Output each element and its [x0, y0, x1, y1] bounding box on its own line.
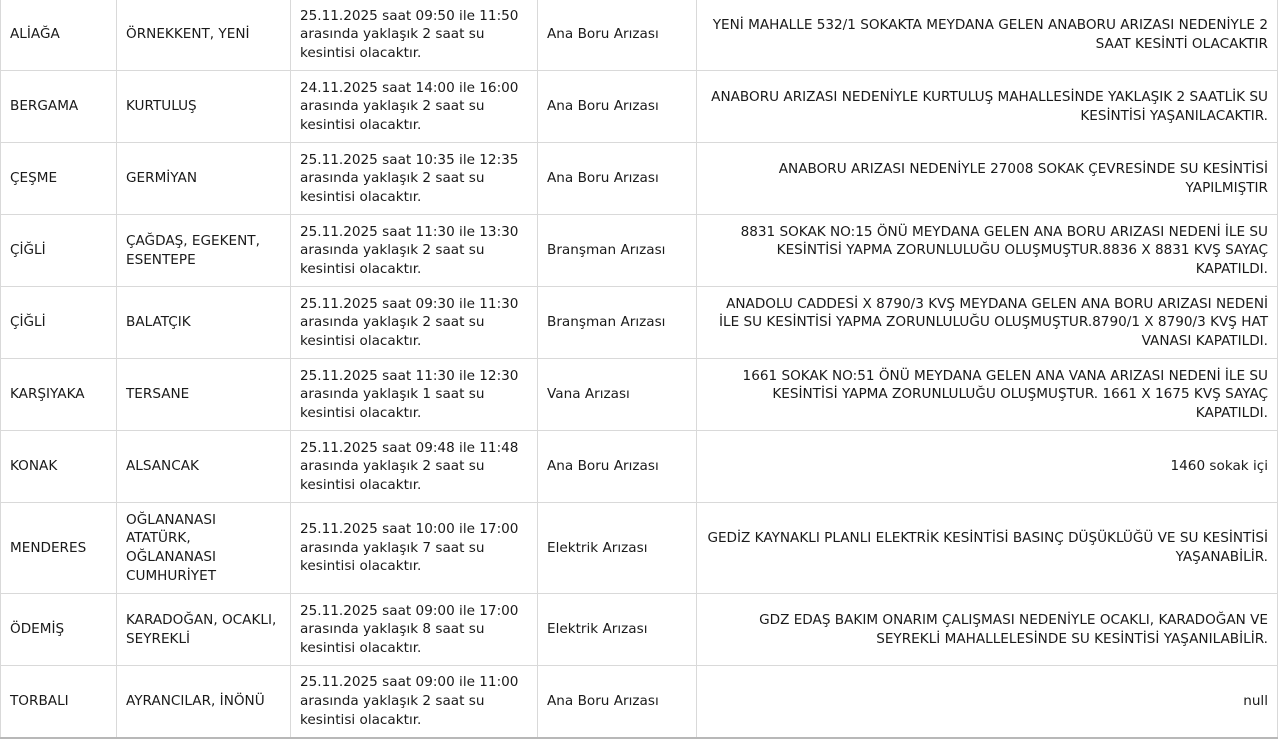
type-cell: Vana Arızası: [538, 359, 697, 431]
neighborhood-cell: TERSANE: [117, 359, 291, 431]
table-row: [1, 287, 1278, 359]
neighborhood-cell: ÖRNEKKENT, YENİ: [117, 0, 291, 71]
district-cell: TORBALI: [1, 666, 117, 738]
type-cell: Elektrik Arızası: [538, 594, 697, 666]
time-cell: 25.11.2025 saat 11:30 ile 12:30 arasında yaklaşık 1 saat su kesintisi olacaktır.: [291, 359, 538, 431]
description-cell: GEDİZ KAYNAKLI PLANLI ELEKTRİK KESİNTİSİ BASINÇ DÜŞÜKLÜĞÜ VE SU KESİNTİSİ YAŞANABİLİR.: [697, 503, 1278, 594]
district-cell: ÇİĞLİ: [1, 287, 117, 359]
table-row: [1, 0, 1278, 71]
type-cell: Branşman Arızası: [538, 215, 697, 287]
type-cell: Ana Boru Arızası: [538, 143, 697, 215]
table-row: [1, 215, 1278, 287]
district-cell: MENDERES: [1, 503, 117, 594]
description-cell: YENİ MAHALLE 532/1 SOKAKTA MEYDANA GELEN ANABORU ARIZASI NEDENİYLE 2 SAAT KESİNTİ OLACAKTIR: [697, 0, 1278, 71]
neighborhood-cell: BALATÇIK: [117, 287, 291, 359]
description-cell: null: [697, 666, 1278, 738]
table-row: [1, 666, 1278, 738]
district-cell: ÖDEMİŞ: [1, 594, 117, 666]
district-cell: ALİAĞA: [1, 0, 117, 71]
district-cell: KARŞIYAKA: [1, 359, 117, 431]
type-cell: Ana Boru Arızası: [538, 431, 697, 503]
time-cell: 24.11.2025 saat 14:00 ile 16:00 arasında yaklaşık 2 saat su kesintisi olacaktır.: [291, 71, 538, 143]
table-row: [1, 594, 1278, 666]
time-cell: 25.11.2025 saat 10:00 ile 17:00 arasında yaklaşık 7 saat su kesintisi olacaktır.: [291, 503, 538, 594]
type-cell: Elektrik Arızası: [538, 503, 697, 594]
time-cell: 25.11.2025 saat 09:00 ile 17:00 arasında yaklaşık 8 saat su kesintisi olacaktır.: [291, 594, 538, 666]
description-cell: 8831 SOKAK NO:15 ÖNÜ MEYDANA GELEN ANA BORU ARIZASI NEDENİ İLE SU KESİNTİSİ YAPMA ZORUNLULUĞU OLUŞMUŞTUR.8836 X 8831 KVŞ SAYAÇ KAPATILDI.: [697, 215, 1278, 287]
description-cell: 1661 SOKAK NO:51 ÖNÜ MEYDANA GELEN ANA VANA ARIZASI NEDENİ İLE SU KESİNTİSİ YAPMA ZORUNLULUĞU OLUŞMUŞTUR. 1661 X 1675 KVŞ SAYAÇ KAPATILDI.: [697, 359, 1278, 431]
table-row: [1, 503, 1278, 594]
neighborhood-cell: AYRANCILAR, İNÖNÜ: [117, 666, 291, 738]
neighborhood-cell: KURTULUŞ: [117, 71, 291, 143]
neighborhood-cell: KARADOĞAN, OCAKLI, SEYREKLİ: [117, 594, 291, 666]
type-cell: Branşman Arızası: [538, 287, 697, 359]
neighborhood-cell: ALSANCAK: [117, 431, 291, 503]
district-cell: ÇEŞME: [1, 143, 117, 215]
table-row: [1, 143, 1278, 215]
type-cell: Ana Boru Arızası: [538, 71, 697, 143]
table-row: [1, 431, 1278, 503]
table-row: [1, 359, 1278, 431]
type-cell: Ana Boru Arızası: [538, 0, 697, 71]
neighborhood-cell: GERMİYAN: [117, 143, 291, 215]
neighborhood-cell: OĞLANANASI ATATÜRK, OĞLANANASI CUMHURİYET: [117, 503, 291, 594]
description-cell: ANABORU ARIZASI NEDENİYLE 27008 SOKAK ÇEVRESİNDE SU KESİNTİSİ YAPILMIŞTIR: [697, 143, 1278, 215]
description-cell: GDZ EDAŞ BAKIM ONARIM ÇALIŞMASI NEDENİYLE OCAKLI, KARADOĞAN VE SEYREKLİ MAHALLELESİNDE SU KESİNTİSİ YAŞANILABİLİR.: [697, 594, 1278, 666]
table-row: [1, 71, 1278, 143]
district-cell: BERGAMA: [1, 71, 117, 143]
time-cell: 25.11.2025 saat 11:30 ile 13:30 arasında yaklaşık 2 saat su kesintisi olacaktır.: [291, 215, 538, 287]
time-cell: 25.11.2025 saat 09:48 ile 11:48 arasında yaklaşık 2 saat su kesintisi olacaktır.: [291, 431, 538, 503]
time-cell: 25.11.2025 saat 10:35 ile 12:35 arasında yaklaşık 2 saat su kesintisi olacaktır.: [291, 143, 538, 215]
type-cell: Ana Boru Arızası: [538, 666, 697, 738]
description-cell: 1460 sokak içi: [697, 431, 1278, 503]
neighborhood-cell: ÇAĞDAŞ, EGEKENT, ESENTEPE: [117, 215, 291, 287]
time-cell: 25.11.2025 saat 09:30 ile 11:30 arasında yaklaşık 2 saat su kesintisi olacaktır.: [291, 287, 538, 359]
time-cell: 25.11.2025 saat 09:50 ile 11:50 arasında yaklaşık 2 saat su kesintisi olacaktır.: [291, 0, 538, 71]
description-cell: ANADOLU CADDESİ X 8790/3 KVŞ MEYDANA GELEN ANA BORU ARIZASI NEDENİ İLE SU KESİNTİSİ YAPMA ZORUNLULUĞU OLUŞMUŞTUR.8790/1 X 8790/3 KVŞ HAT VANASI KAPATILDI.: [697, 287, 1278, 359]
time-cell: 25.11.2025 saat 09:00 ile 11:00 arasında yaklaşık 2 saat su kesintisi olacaktır.: [291, 666, 538, 738]
district-cell: ÇİĞLİ: [1, 215, 117, 287]
district-cell: KONAK: [1, 431, 117, 503]
description-cell: ANABORU ARIZASI NEDENİYLE KURTULUŞ MAHALLESİNDE YAKLAŞIK 2 SAATLİK SU KESİNTİSİ YAŞANILACAKTIR.: [697, 71, 1278, 143]
